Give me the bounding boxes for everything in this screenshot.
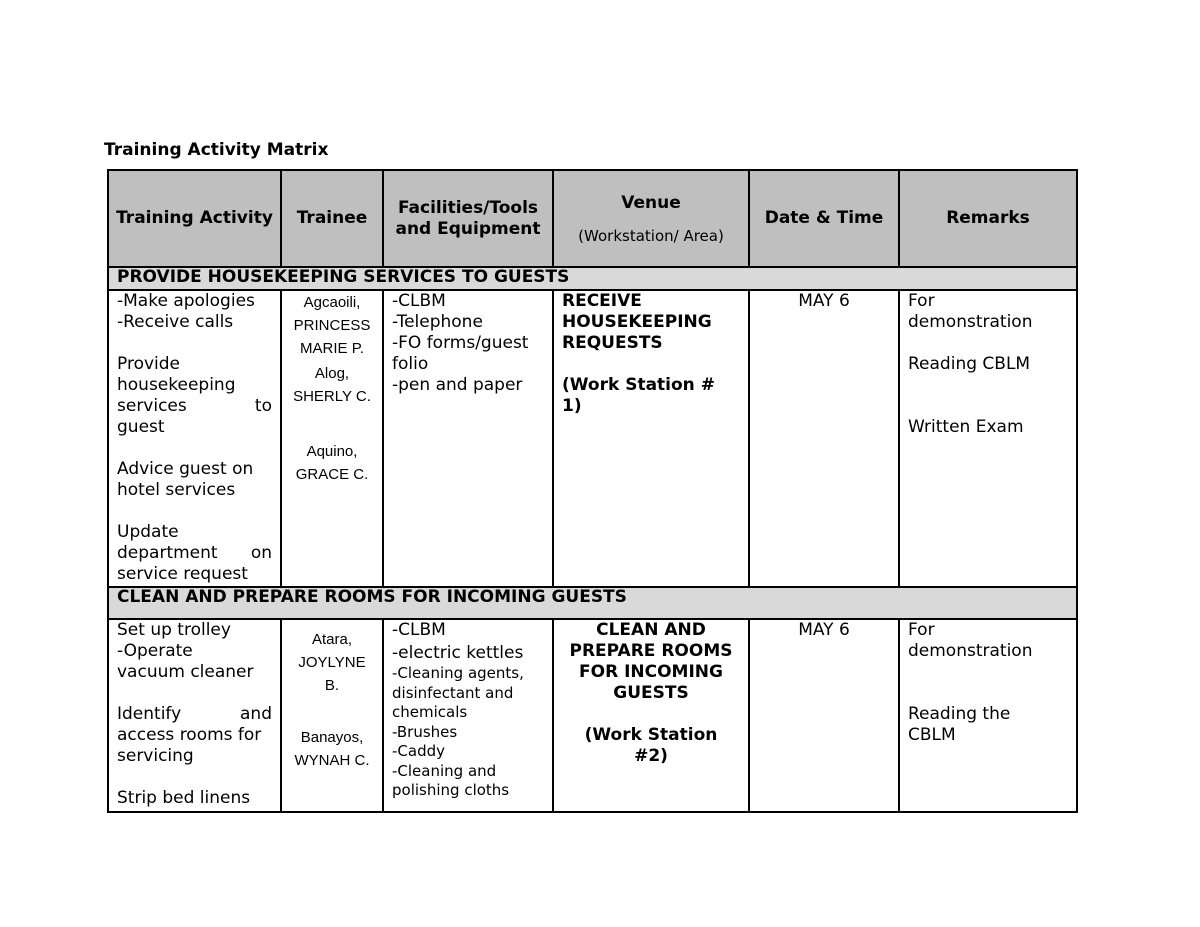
training-activity-cell: Set up trolley -Operate vacuum cleaner Identify and access rooms for servicing Strip bed linens	[108, 619, 281, 812]
remarks-cell: For demonstration Reading the CBLM	[899, 619, 1077, 812]
section-heading: CLEAN AND PREPARE ROOMS FOR INCOMING GUESTS	[108, 587, 1077, 619]
section-heading-row	[108, 587, 1077, 619]
facilities-cell: -CLBM -Telephone -FO forms/guest folio -pen and paper	[383, 290, 553, 587]
trainee-cell: Atara, JOYLYNE B. Banayos, WYNAH C.	[281, 619, 383, 812]
header-facilities: Facilities/Tools and Equipment	[383, 170, 553, 267]
trainee-cell: Agcaoili, PRINCESS MARIE P. Alog, SHERLY C. Aquino, GRACE C.	[281, 290, 383, 587]
section-heading-row	[108, 267, 1077, 290]
training-activity-matrix	[107, 169, 1078, 813]
date-cell: MAY 6	[749, 290, 899, 587]
header-training-activity: Training Activity	[108, 170, 281, 267]
facilities-cell: -CLBM -electric kettles -Cleaning agents, disinfectant and chemicals -Brushes -Caddy -Cleaning and polishing cloths	[383, 619, 553, 812]
trainee-name: Atara,	[311, 631, 353, 648]
trainee-name: Aquino,	[306, 443, 358, 460]
table-row	[108, 619, 1077, 812]
header-trainee: Trainee	[281, 170, 383, 267]
header-venue: Venue (Workstation/ Area)	[553, 170, 749, 267]
table-row	[108, 290, 1077, 587]
section-heading: PROVIDE HOUSEKEEPING SERVICES TO GUESTS	[108, 267, 1077, 290]
trainee-name: Agcaoili,	[303, 294, 361, 311]
venue-cell: CLEAN AND PREPARE ROOMS FOR INCOMING GUESTS (Work Station #2)	[553, 619, 749, 812]
trainee-name: Banayos,	[300, 729, 364, 746]
training-activity-cell: -Make apologies -Receive calls Provide housekeeping services to guest Advice guest on hotel services Update department on service request	[108, 290, 281, 587]
header-date-time: Date & Time	[749, 170, 899, 267]
header-row	[108, 170, 1077, 267]
trainee-name: Alog,	[314, 365, 350, 382]
header-remarks: Remarks	[899, 170, 1077, 267]
venue-cell: RECEIVE HOUSEKEEPING REQUESTS (Work Station # 1)	[553, 290, 749, 587]
remarks-cell: For demonstration Reading CBLM Written Exam	[899, 290, 1077, 587]
page-title: Training Activity Matrix	[104, 140, 329, 160]
date-cell: MAY 6	[749, 619, 899, 812]
